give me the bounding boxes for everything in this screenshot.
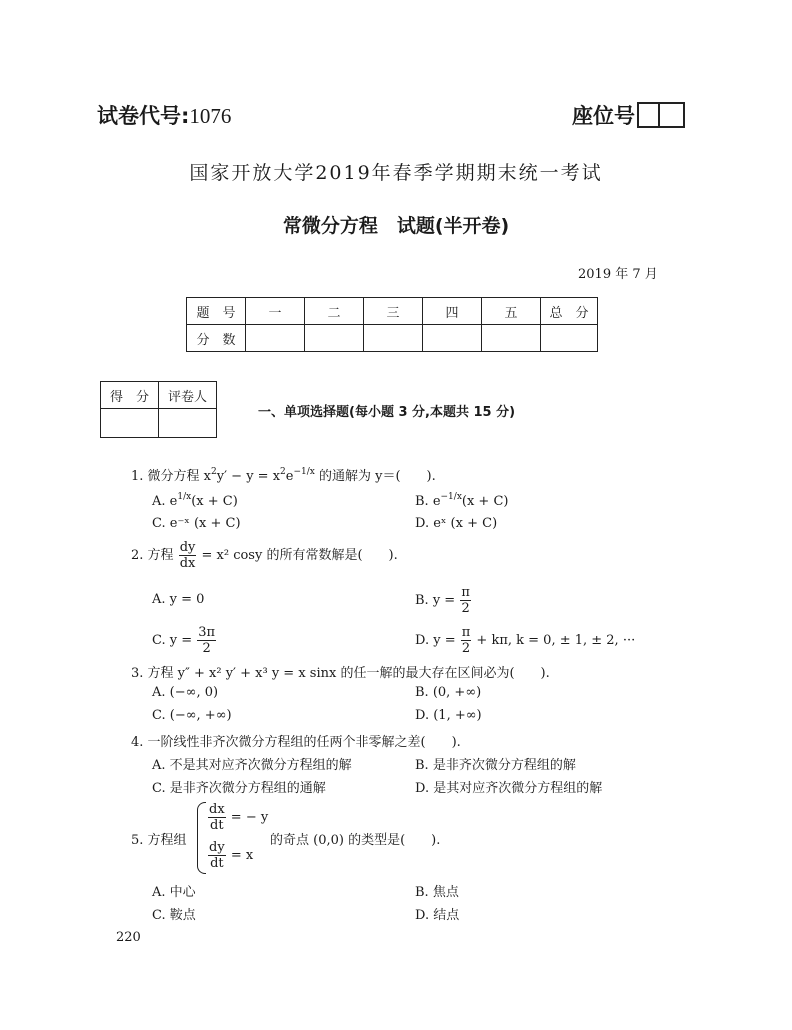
question-5-option-a[interactable]: A. 中心: [152, 885, 196, 900]
question-5-label: 5. 方程组: [131, 833, 187, 848]
score-input-cell[interactable]: [246, 325, 305, 352]
grade-box-grader-cell[interactable]: [159, 409, 217, 438]
seat-number-box[interactable]: [637, 102, 685, 128]
question-4-option-c[interactable]: C. 是非齐次微分方程组的通解: [152, 781, 326, 796]
score-table: [186, 297, 598, 352]
score-input-cell[interactable]: [364, 325, 423, 352]
question-2-stem: 2. 方程 $\frac{dy}{dx}$ = x² cosy 的所有常数解是( ).: [131, 540, 398, 571]
score-input-cell[interactable]: [423, 325, 482, 352]
question-3-option-d[interactable]: D. (1, +∞): [415, 708, 482, 723]
score-table-cell: 二: [305, 298, 364, 325]
score-table-cell: 四: [423, 298, 482, 325]
question-2-option-c[interactable]: C. y = $\frac{3\pi}{2}$: [152, 625, 216, 656]
question-3-option-b[interactable]: B. (0, +∞): [415, 685, 482, 700]
question-1-option-b[interactable]: B. $e^{-1/x}(x + C)$: [415, 492, 509, 509]
question-2-option-b[interactable]: B. y = $\frac{\pi}{2}$: [415, 585, 470, 616]
score-table-cell: 总 分: [541, 298, 598, 325]
question-3-stem: 3. 方程 y″ + x² y′ + x³ y = x sinx 的任一解的最大存在区间必为( ).: [131, 666, 550, 681]
seat-number-label: 座位号: [572, 104, 635, 128]
grade-box-score-label: 得 分: [101, 382, 159, 409]
question-4-option-a[interactable]: A. 不是其对应齐次微分方程组的解: [152, 758, 352, 773]
seat-number: [572, 100, 685, 130]
question-4-stem: 4. 一阶线性非齐次微分方程组的任两个非零解之差( ).: [131, 735, 461, 750]
score-input-cell[interactable]: [482, 325, 541, 352]
score-input-cell[interactable]: [541, 325, 598, 352]
system-brace: [197, 802, 206, 874]
question-4-option-d[interactable]: D. 是其对应齐次微分方程组的解: [415, 781, 603, 796]
score-table-cell: 五: [482, 298, 541, 325]
question-2-option-a[interactable]: A. y = 0: [152, 592, 205, 607]
score-table-row-label: 分 数: [187, 325, 246, 352]
score-table-cell: 一: [246, 298, 305, 325]
score-table-cell: 三: [364, 298, 423, 325]
question-5-option-c[interactable]: C. 鞍点: [152, 908, 196, 923]
question-1-option-d[interactable]: D. eˣ (x + C): [415, 516, 498, 531]
question-2-option-d[interactable]: D. y = $\frac{\pi}{2}$ + kπ, k = 0, ± 1, ± 2, ···: [415, 625, 636, 656]
question-5-option-d[interactable]: D. 结点: [415, 908, 460, 923]
question-1-stem: 1. 微分方程 $x^2y' - y = x^2e^{-1/x}$ 的通解为 y＝( ).: [131, 467, 436, 484]
paper-code-label: 试卷代号:: [97, 104, 190, 128]
exam-title: 国家开放大学2019年春季学期期末统一考试: [189, 162, 603, 184]
exam-subtitle: 常微分方程 试题(半开卷): [282, 215, 510, 237]
question-5-equation-1: $\frac{dx}{dt}$ = − y: [209, 802, 269, 833]
score-table-score-row: [187, 325, 598, 352]
section-heading: 一、单项选择题(每小题 3 分,本题共 15 分): [258, 405, 516, 420]
paper-code-value: 1076: [189, 104, 232, 128]
score-table-cell: 题 号: [187, 298, 246, 325]
exam-date: 2019 年 7 月: [578, 267, 658, 282]
question-3-option-c[interactable]: C. (−∞, +∞): [152, 708, 232, 723]
question-1-option-a[interactable]: A. $e^{1/x}(x + C)$: [152, 492, 238, 509]
question-5-option-b[interactable]: B. 焦点: [415, 885, 459, 900]
question-3-option-a[interactable]: A. (−∞, 0): [152, 685, 219, 700]
fraction: $\frac{dy}{dx}$: [179, 540, 196, 571]
score-table-header-row: [187, 298, 598, 325]
page-number: 220: [116, 930, 141, 945]
grade-box-grader-label: 评卷人: [159, 382, 217, 409]
question-4-option-b[interactable]: B. 是非齐次微分方程组的解: [415, 758, 576, 773]
paper-code: [97, 100, 231, 130]
question-1-option-c[interactable]: C. e⁻ˣ (x + C): [152, 516, 241, 531]
grade-box-score-cell[interactable]: [101, 409, 159, 438]
question-5-stem: 的奇点 (0,0) 的类型是( ).: [270, 833, 441, 848]
score-input-cell[interactable]: [305, 325, 364, 352]
grade-box: [100, 381, 217, 438]
question-5-equation-2: $\frac{dy}{dt}$ = x: [209, 840, 254, 871]
